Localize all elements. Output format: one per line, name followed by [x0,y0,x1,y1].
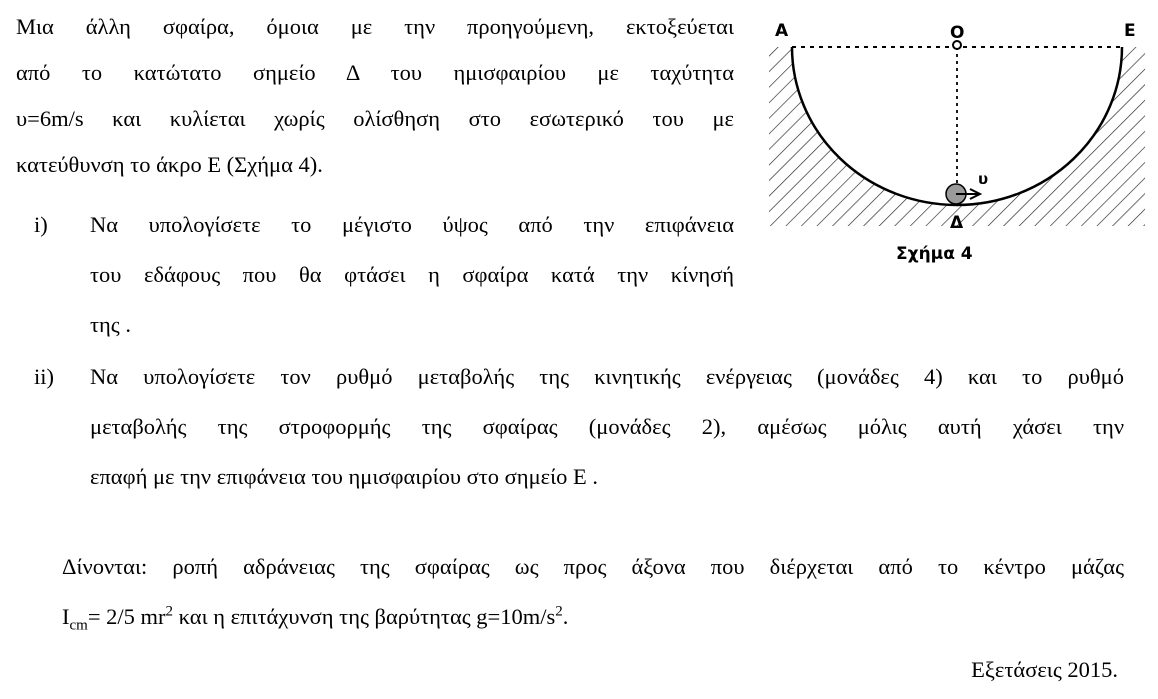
intro-line: υ=6m/s και κυλίεται χωρίς ολίσθηση στο εσωτερικό του με [16,106,734,131]
label-velocity: υ [978,170,989,188]
given-line: Δίνονται: ροπή αδράνειας της σφαίρας ως προς άξονα που διέρχεται από το κέντρο μάζας [62,554,1124,579]
source-note: Εξετάσεις 2015. [971,657,1118,682]
question-text [90,352,1124,502]
figure-4 [764,14,1150,270]
given-end: . [562,604,569,629]
exponent: 2 [165,603,174,620]
intro-line: από το κατώτατο σημείο Δ του ημισφαιρίου με ταχύτητα [16,60,734,85]
inertia-subscript: cm [69,617,88,634]
exponent: 2 [555,603,563,620]
question-line: Να υπολογίσετε το μέγιστο ύψος από την επιφάνεια [90,212,734,237]
intro-line: Μια άλλη σφαίρα, όμοια με την προηγούμενη, εκτοξεύεται [16,14,734,39]
label-e: E [1124,21,1136,41]
problem-intro [16,4,734,188]
question-number: ii) [34,364,54,389]
label-o: O [950,23,965,43]
question-line: επαφή με την επιφάνεια του ημισφαιρίου στο σημείο Ε . [90,464,599,489]
hemisphere-diagram [764,14,1150,270]
question-line: της . [90,312,131,337]
given-formula-line [62,592,1124,642]
label-delta: Δ [950,213,964,233]
question-line: Να υπολογίσετε τον ρυθμό μεταβολής της κινητικής ενέργειας (μονάδες 4) και το ρυθμό [90,364,1124,389]
inertia-equation: = 2/5 mr [87,604,166,629]
intro-line: κατεύθυνση το άκρο Ε (Σχήμα 4). [16,152,323,177]
question-line: του εδάφους που θα φτάσει η σφαίρα κατά την κίνησή [90,262,734,287]
label-a: A [775,21,789,41]
inertia-symbol: I [62,604,70,629]
question-number: i) [34,212,48,237]
question-line: μεταβολής της στροφορμής της σφαίρας (μονάδες 2), αμέσως μόλις αυτή χάσει την [90,414,1124,439]
question-text [90,200,734,350]
given-data [62,542,1124,642]
gravity-text: και η επιτάχυνση της βαρύτητας g=10m/s [173,604,556,629]
figure-caption: Σχήμα 4 [896,244,973,264]
